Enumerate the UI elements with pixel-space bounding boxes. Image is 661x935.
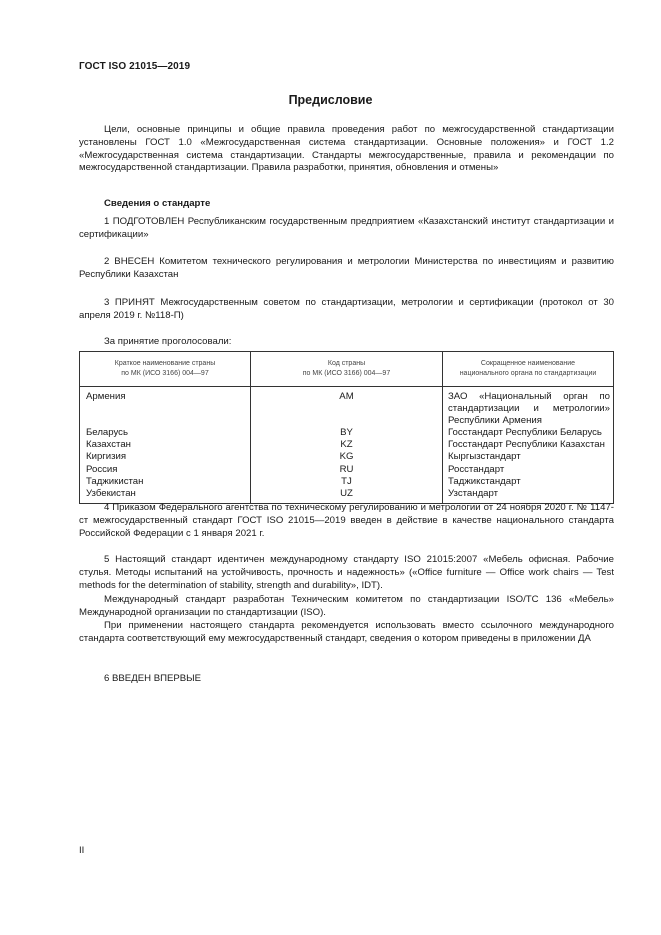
code-cell: RU [251,464,443,476]
country-cell: Таджикистан [80,476,251,488]
country-cell: Армения [80,387,251,428]
table-row [80,387,614,428]
table-row [80,488,614,504]
national-body-cell: Кыргызстандарт [443,451,614,463]
code-cell: KG [251,451,443,463]
item-3-adopted-by: 3 ПРИНЯТ Межгосударственным советом по стандартизации, метрологии и сертификации (протокол от 30 апреля 2019 г. №118-П) [79,297,614,321]
country-cell: Казахстан [80,439,251,451]
voting-countries-table [79,351,614,504]
intro-paragraph: Цели, основные принципы и общие правила проведения работ по межгосударственной стандартизации установлены ГОСТ 1.0 «Межгосударственная система стандартизации. Основные положения» и ГОСТ 1.2 «Межгосударственная система стандартизации. Стандарты межгосударственные, правила и рекомендации по межгосударственной стандартизации. Правила разработки, принятия, обновления и отмены» [79,124,614,174]
page-title: Предисловие [288,93,373,107]
header-country-code [251,352,443,387]
voted-label: За принятие проголосовали: [104,336,232,347]
header-country-name-line2: по МК (ИСО 3166) 004—97 [121,370,209,377]
table-row [80,427,614,439]
header-country-code-line1: Код страны [327,360,366,367]
national-body-cell: Госстандарт Республики Казахстан [443,439,614,451]
national-body-cell: ЗАО «Национальный орган по стандартизации и метрологии» Республики Армения [443,387,614,428]
table-row [80,451,614,463]
item-5-identical: 5 Настоящий стандарт идентичен международному стандарту ISO 21015:2007 «Мебель офисная. Рабочие стулья. Методы испытаний на устойчивость, прочность и надежность» («Office furniture — Office work chairs — Test methods for the determination of stability, strength and durability», IDT). [79,554,614,591]
item-2-submitted-by: 2 ВНЕСЕН Комитетом технического регулирования и метрологии Министерства по инвестициям и развитию Республики Казахстан [79,256,614,280]
standard-code-header: ГОСТ ISO 21015—2019 [79,61,191,72]
code-cell: AM [251,387,443,428]
header-national-body [443,352,614,387]
about-standard-heading: Сведения о стандарте [104,198,211,209]
code-cell: BY [251,427,443,439]
national-body-cell: Госстандарт Республики Беларусь [443,427,614,439]
item-5-developer-paragraph: Международный стандарт разработан Техническим комитетом по стандартизации ISO/TC 136 «Мебель» Международной организации по стандартизации (ISO). [79,594,614,618]
national-body-cell: Узстандарт [443,488,614,504]
item-6-introduced: 6 ВВЕДЕН ВПЕРВЫЕ [104,673,202,684]
code-cell: UZ [251,488,443,504]
table-header-row [80,352,614,387]
page-number: II [79,845,85,856]
item-5-application-paragraph: При применении настоящего стандарта рекомендуется использовать вместо ссылочного международного стандарта соответствующий ему межгосударственный стандарт, сведения о котором приведены в приложении ДА [79,620,614,644]
header-national-body-line2: национального органа по стандартизации [459,370,597,377]
country-cell: Киргизия [80,451,251,463]
code-cell: TJ [251,476,443,488]
table-row [80,476,614,488]
country-cell: Россия [80,464,251,476]
header-national-body-line1: Сокращенное наименование [480,360,576,367]
header-country-name-line1: Краткое наименование страны [114,360,216,367]
item-4-order: 4 Приказом Федерального агентства по техническому регулированию и метрологии от 24 ноября 2020 г. № 1147-ст межгосударственный стандарт ГОСТ ISO 21015—2019 введен в действие в качестве национального стандарта Российской Федерации с 1 января 2021 г. [79,502,614,539]
item-1-prepared-by: 1 ПОДГОТОВЛЕН Республиканским государственным предприятием «Казахстанский институт стандартизации и сертификации» [79,216,614,240]
table-row [80,439,614,451]
national-body-cell: Росстандарт [443,464,614,476]
header-country-code-line2: по МК (ИСО 3166) 004—97 [302,370,391,377]
country-cell: Узбекистан [80,488,251,504]
code-cell: KZ [251,439,443,451]
country-cell: Беларусь [80,427,251,439]
header-country-name [80,352,251,387]
table-row [80,464,614,476]
national-body-cell: Таджикстандарт [443,476,614,488]
